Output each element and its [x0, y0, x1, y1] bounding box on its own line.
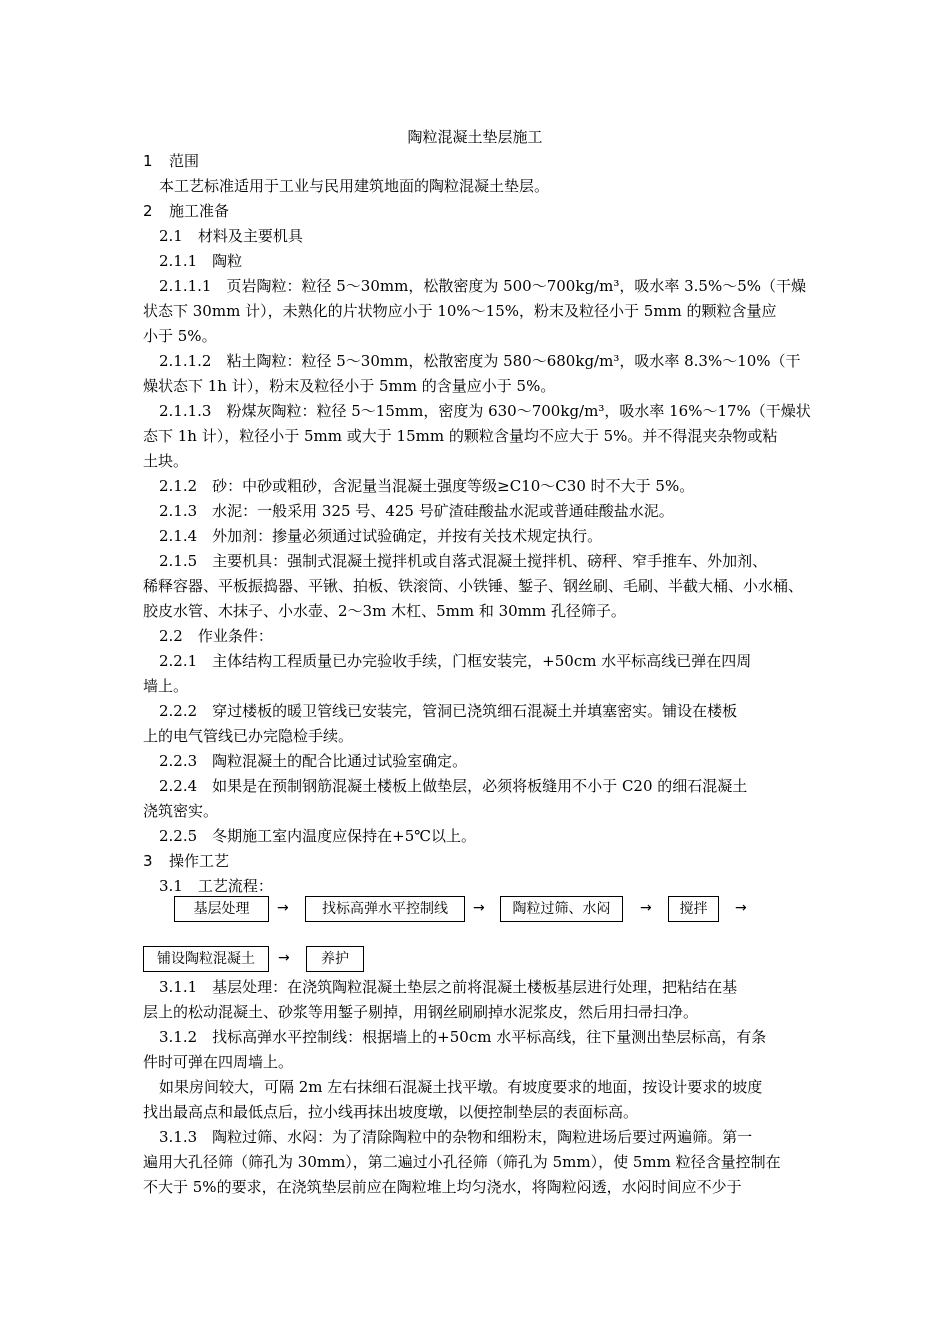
flow-arrow-icon: →: [735, 900, 747, 916]
flow-step-box: 陶粒过筛、水闷: [500, 896, 623, 922]
paragraph-line: 2.2.2 穿过楼板的暖卫管线已安装完，管洞已浇筑细石混凝土并填塞密实。铺设在楼板: [159, 702, 738, 720]
subsection-line: 2.1 材料及主要机具: [159, 227, 303, 245]
heading-number: 2: [143, 202, 153, 220]
paragraph-line: 2.1.3 水泥：一般采用 325 号、425 号矿渣硅酸盐水泥或普通硅酸盐水泥。: [159, 502, 674, 520]
paragraph-line: 3.1.1 基层处理：在浇筑陶粒混凝土垫层之前将混凝土楼板基层进行处理，把粘结在基: [159, 978, 738, 996]
paragraph-line: 胶皮水管、木抹子、小水壶、2～3m 木杠、5mm 和 30mm 孔径筛子。: [143, 602, 626, 620]
document-title: 陶粒混凝土垫层施工: [407, 128, 543, 146]
paragraph-line: 燥状态下 1h 计），粉末及粒径小于 5mm 的含量应小于 5%。: [143, 377, 556, 395]
flow-step-box: 养护: [306, 946, 364, 972]
paragraph-line: 墙上。: [143, 677, 189, 695]
paragraph-line: 2.2.5 冬期施工室内温度应保持在+5℃以上。: [159, 827, 477, 845]
section-heading-1: [143, 149, 199, 173]
flow-step-box: 搅拌: [668, 896, 719, 922]
paragraph-line: 不大于 5%的要求，在浇筑垫层前应在陶粒堆上均匀浇水，将陶粒闷透，水闷时间应不少于: [143, 1178, 742, 1196]
paragraph-line: 上的电气管线已办完隐检手续。: [143, 727, 354, 745]
paragraph-line: 2.1.4 外加剂：掺量必须通过试验确定，并按有关技术规定执行。: [159, 527, 603, 545]
flow-arrow-icon: →: [278, 950, 290, 966]
paragraph-line: 层上的松动混凝土、砂浆等用錾子剔掉，用钢丝刷刷掉水泥浆皮，然后用扫帚扫净。: [143, 1003, 699, 1021]
paragraph-line: 如果房间较大，可隔 2m 左右抹细石混凝土找平墩。有坡度要求的地面，按设计要求的坡度: [159, 1078, 763, 1096]
paragraph-line: 3.1.3 陶粒过筛、水闷：为了清除陶粒中的杂物和细粉末，陶粒进场后要过两遍筛。第一: [159, 1128, 753, 1146]
flow-step-box: 基层处理: [174, 896, 269, 922]
paragraph-line: 找出最高点和最低点后，拉小线再抹出坡度墩，以便控制垫层的表面标高。: [143, 1103, 639, 1121]
heading-text: 范围: [169, 152, 200, 170]
heading-text: 操作工艺: [169, 852, 230, 870]
paragraph-line: 稀释容器、平板振捣器、平锹、拍板、铁滚筒、小铁锤、錾子、钢丝刷、毛刷、半截大桶、小水桶、: [143, 577, 804, 595]
paragraph-line: 件时可弹在四周墙上。: [143, 1053, 294, 1071]
paragraph-line: 态下 1h 计），粒径小于 5mm 或大于 15mm 的颗粒含量均不应大于 5%。并不得混夹杂物或粘: [143, 427, 778, 445]
heading-text: 施工准备: [169, 202, 230, 220]
paragraph-line: 2.2.4 如果是在预制钢筋混凝土楼板上做垫层，必须将板缝用不小于 C20 的细石混凝土: [159, 777, 748, 795]
paragraph-line: 小于 5%。: [143, 327, 217, 345]
section-heading-3: [143, 849, 229, 873]
paragraph-line: 2.1.1.2 粘土陶粒：粒径 5～30mm，松散密度为 580～680kg/m³，吸水率 8.3%～10%（干: [159, 352, 801, 370]
paragraph-line: 本工艺标准适用于工业与民用建筑地面的陶粒混凝土垫层。: [159, 177, 550, 195]
flow-step-box: 铺设陶粒混凝土: [143, 946, 269, 972]
subsection-line: 2.2 作业条件：: [159, 627, 273, 645]
subsection-line: 3.1 工艺流程：: [159, 877, 273, 895]
flow-arrow-icon: →: [473, 900, 485, 916]
paragraph-line: 2.1.5 主要机具：强制式混凝土搅拌机或自落式混凝土搅拌机、磅秤、窄手推车、外加剂、: [159, 552, 768, 570]
paragraph-line: 浇筑密实。: [143, 802, 219, 820]
paragraph-line: 3.1.2 找标高弹水平控制线：根据墙上的+50cm 水平标高线，往下量测出垫层标高，有条: [159, 1028, 767, 1046]
paragraph-line: 土块。: [143, 452, 189, 470]
heading-number: 1: [143, 152, 153, 170]
flow-step-box: 找标高弹水平控制线: [305, 896, 465, 922]
paragraph-line: 2.2.3 陶粒混凝土的配合比通过试验室确定。: [159, 752, 468, 770]
flow-arrow-icon: →: [640, 900, 652, 916]
paragraph-line: 2.1.1.1 页岩陶粒：粒径 5～30mm，松散密度为 500～700kg/m³，吸水率 3.5%～5%（干燥: [159, 277, 807, 295]
paragraph-line: 2.2.1 主体结构工程质量已办完验收手续，门框安装完，+50cm 水平标高线已弹在四周: [159, 652, 752, 670]
paragraph-line: 状态下 30mm 计），未熟化的片状物应小于 10%～15%，粉末及粒径小于 5mm 的颗粒含量应: [143, 302, 777, 320]
paragraph-line: 遍用大孔径筛（筛孔为 30mm），第二遍过小孔径筛（筛孔为 5mm），使 5mm 粒径含量控制在: [143, 1153, 781, 1171]
paragraph-line: 2.1.1.3 粉煤灰陶粒：粒径 5～15mm，密度为 630～700kg/m³，吸水率 16%～17%（干燥状: [159, 402, 811, 420]
paragraph-line: 2.1.2 砂：中砂或粗砂，含泥量当混凝土强度等级≥C10～C30 时不大于 5%。: [159, 477, 695, 495]
flow-arrow-icon: →: [277, 900, 289, 916]
section-heading-2: [143, 199, 229, 223]
heading-number: 3: [143, 852, 153, 870]
subsection-line: 2.1.1 陶粒: [159, 252, 243, 270]
